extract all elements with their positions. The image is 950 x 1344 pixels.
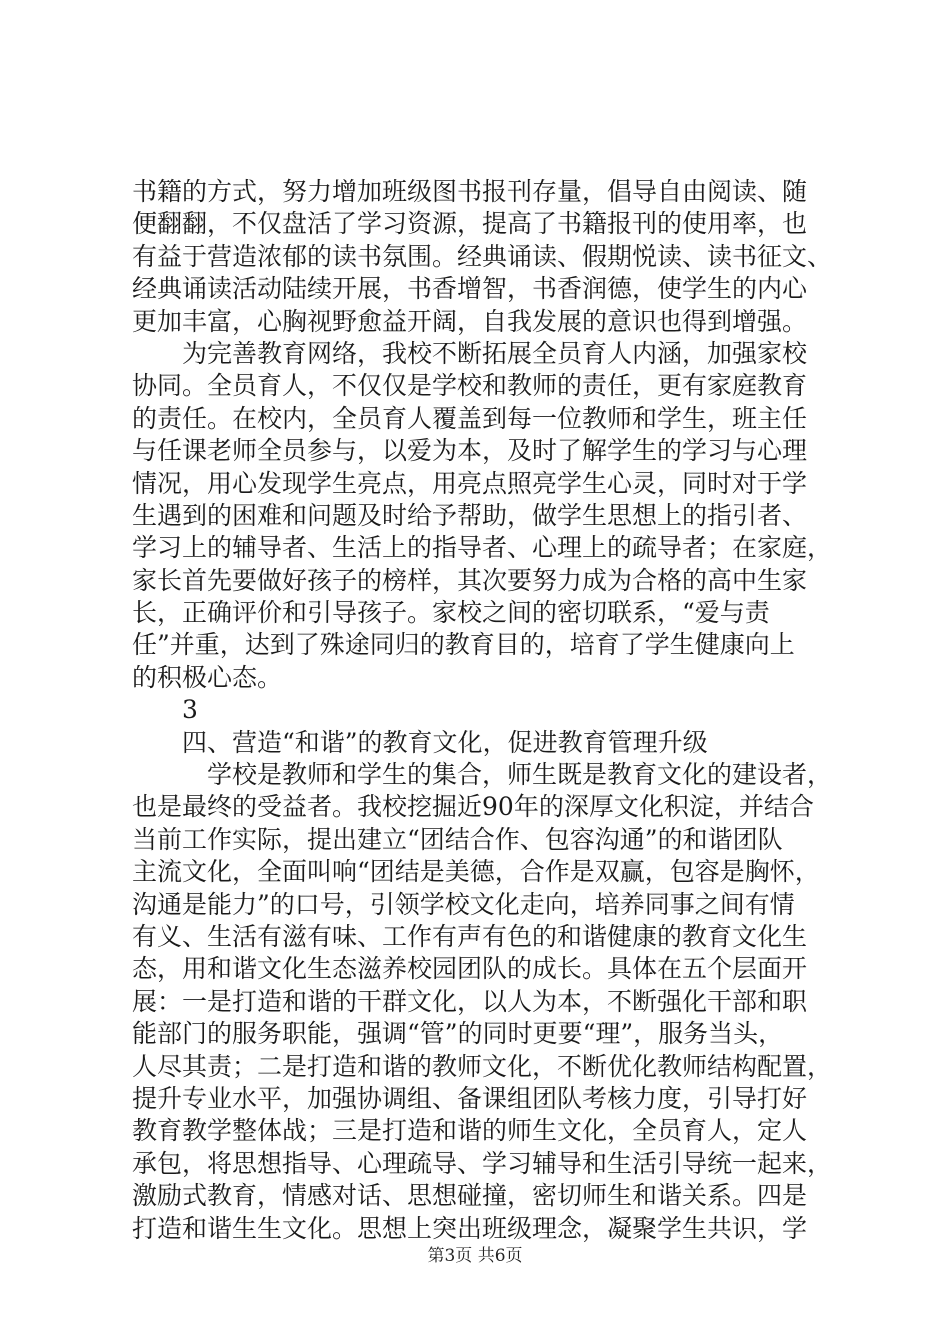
text-line: 经典诵读活动陆续开展，书香增智，书香润德，使学生的内心 (132, 274, 808, 304)
text-line: 更加丰富，心胸视野愈益开阔，自我发展的意识也得到增强。 (132, 306, 808, 336)
text-line: 也是最终的受益者。我校挖掘近90年的深厚文化积淀，并结合 (132, 792, 814, 822)
text-line: 生遇到的困难和问题及时给予帮助，做学生思想上的指引者、 (132, 500, 808, 530)
text-line: 能部门的服务职能，强调“管”的同时更要“理”，服务当头， (132, 1019, 784, 1049)
text-line: 情况，用心发现学生亮点，用亮点照亮学生心灵，同时对于学 (132, 468, 808, 498)
text-line: 主流文化，全面叫响“团结是美德，合作是双赢，包容是胸怀， (132, 857, 820, 887)
paragraph-start-line: 为完善教育网络，我校不断拓展全员育人内涵，加强家校 (182, 338, 808, 368)
paragraph-start-line: 学校是教师和学生的集合，师生既是教育文化的建设者， (207, 760, 833, 790)
page-number-label: 第3页 共6页 (427, 1246, 523, 1266)
text-line: 有益于营造浓郁的读书氛围。经典诵读、假期悦读、读书征文、 (132, 241, 833, 271)
text-line: 的责任。在校内，全员育人覆盖到每一位教师和学生，班主任 (132, 403, 808, 433)
text-line: 当前工作实际，提出建立“团结合作、包容沟通”的和谐团队 (132, 824, 783, 854)
document-body (132, 176, 832, 1245)
text-line: 展：一是打造和谐的干群文化，以人为本，不断强化干部和职 (132, 986, 808, 1016)
text-line: 学习上的辅导者、生活上的指导者、心理上的疏导者；在家庭， (132, 533, 833, 563)
text-line: 便翻翻，不仅盘活了学习资源，提高了书籍报刊的使用率，也 (132, 209, 808, 239)
text-line: 态，用和谐文化生态滋养校园团队的成长。具体在五个层面开 (132, 954, 808, 984)
text-line: 与任课老师全员参与，以爱为本，及时了解学生的学习与心理 (132, 436, 808, 466)
text-line: 家长首先要做好孩子的榜样，其次要努力成为合格的高中生家 (132, 565, 808, 595)
text-line: 的积极心态。 (132, 662, 283, 692)
text-line: 协同。全员育人，不仅仅是学校和教师的责任，更有家庭教育 (132, 371, 808, 401)
text-line: 教育教学整体战；三是打造和谐的师生文化，全员育人，定人 (132, 1116, 808, 1146)
page-marker: 3 (182, 695, 198, 725)
section-heading: 四、营造“和谐”的教育文化，促进教育管理升级 (182, 727, 708, 757)
text-line: 激励式教育，情感对话、思想碰撞，密切师生和谐关系。四是 (132, 1181, 808, 1211)
text-line: 提升专业水平，加强协调组、备课组团队考核力度，引导打好 (132, 1083, 808, 1113)
text-line: 沟通是能力”的口号，引领学校文化走向，培养同事之间有情 (132, 889, 795, 919)
text-line: 长，正确评价和引导孩子。家校之间的密切联系，“爱与责 (132, 598, 770, 628)
text-line: 任”并重，达到了殊途同归的教育目的，培育了学生健康向上 (132, 630, 795, 660)
text-line: 有义、生活有滋有味、工作有声有色的和谐健康的教育文化生 (132, 921, 808, 951)
text-line: 承包，将思想指导、心理疏导、学习辅导和生活引导统一起来， (132, 1148, 833, 1178)
text-line: 打造和谐生生文化。思想上突出班级理念，凝聚学生共识，学 (132, 1213, 808, 1243)
page-footer (0, 1245, 950, 1267)
text-line: 人尽其责；二是打造和谐的教师文化，不断优化教师结构配置， (132, 1051, 833, 1081)
text-line: 书籍的方式，努力增加班级图书报刊存量，倡导自由阅读、随 (132, 177, 808, 206)
